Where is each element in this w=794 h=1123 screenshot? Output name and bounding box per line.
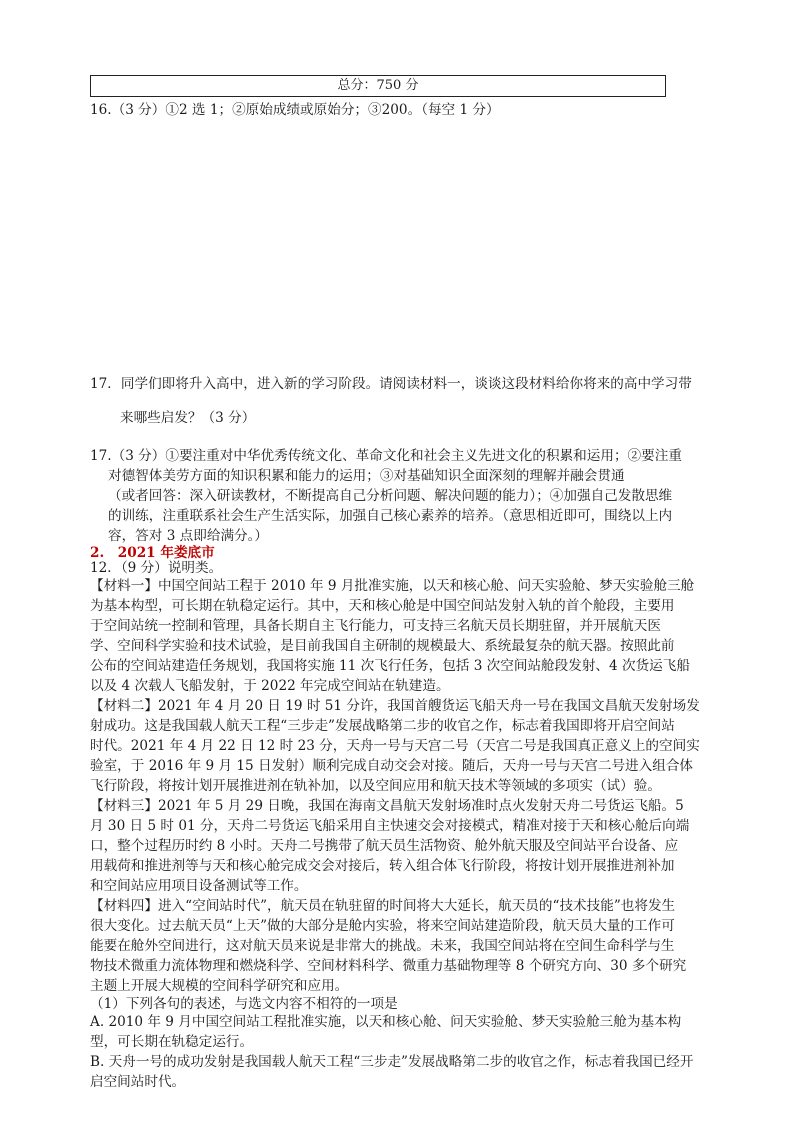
material-3-line-3: 口，整个过程历时约 8 小时。天舟二号携带了航天员生活物资、舱外航天服及空间站平台设备、应 [90,838,679,854]
material-2-line-1: 【材料二】2021 年 4 月 20 日 19 时 51 分许，我国首艘货运飞船天舟一号在我国文昌航天发射场发 [90,698,700,714]
subquestion-1: （1）下列各句的表述，与选文内容不相符的一项是 [90,996,398,1012]
answer-16: 16.（3 分）①2 选 1；②原始成绩或原始分；③200。（每空 1 分） [90,102,500,118]
material-1-line-4: 学、空间科学实验和技术试验，是目前我国自主研制的规模最大、系统最复杂的航天器。按照此前 [90,638,675,654]
material-1-line-2: 为基本构型，可长期在轨稳定运行。其中，天和核心舱是中国空间站发射入轨的首个舱段，主要用 [90,598,675,614]
option-b-line-1: B. 天舟一号的成功发射是我国载人航天工程“三步走”发展战略第二步的收官之作，标志着我国已经开 [90,1054,694,1070]
total-score-box [90,75,666,97]
total-score-text: 总分：750 分 [337,78,419,93]
material-4-line-2: 很大变化。过去航天员“上天”做的大部分是舱内实验，将来空间站建造阶段，航天员大量的工作可 [90,918,675,934]
question-17: 17．同学们即将升入高中，进入新的学习阶段。请阅读材料一，谈谈这段材料给你将来的高中学习带 [90,376,692,392]
material-3-line-2: 月 30 日 5 时 01 分，天舟二号货运飞船采用自主快速交会对接模式，精准对接于天和核心舱后向端 [90,818,690,834]
option-a-line-2: 型，可长期在轨稳定运行。 [90,1034,254,1050]
material-2-line-4: 验室，于 2016 年 9 月 15 日发射）顺利完成自动交会对接。随后，天舟一号与天宫二号进入组合体 [90,758,694,774]
answer-17-line-1: 17.（3 分）①要注重对中华优秀传统文化、革命文化和社会主义先进文化的积累和运用；②要注重 [90,448,682,464]
material-2-line-3: 时代。2021 年 4 月 22 日 12 时 23 分，天舟一号与天宫二号（天宫二号是我国真正意义上的空间实 [90,738,700,754]
material-3-line-1: 【材料三】2021 年 5 月 29 日晚，我国在海南文昌航天发射场准时点火发射天舟二号货运飞船。5 [90,798,684,814]
question-12: 12．（9 分）说明类。 [90,560,223,576]
material-1-line-6: 以及 4 次载人飞船发射，于 2022 年完成空间站在轨建造。 [90,678,450,694]
material-1-line-1: 【材料一】中国空间站工程于 2010 年 9 月批准实施，以天和核心舱、问天实验舱、梦天实验舱三舱 [90,578,695,594]
option-b-line-2: 启空间站时代。 [90,1074,186,1090]
material-4-line-4: 物技术微重力流体物理和燃烧科学、空间材料科学、微重力基础物理等 8 个研究方向、30 多个研究 [90,958,687,974]
material-2-line-2: 射成功。这是我国载人航天工程“三步走”发展战略第二步的收官之作，标志着我国即将开启空间站 [90,718,675,734]
material-3-line-4: 用载荷和推进剂等与天和核心舱完成交会对接后，转入组合体飞行阶段，将按计划开展推进剂补加 [90,858,675,874]
answer-17-line-3: （或者回答：深入研读教材，不断提高自己分析问题、解决问题的能力）；④加强自己发散思维 [108,488,673,504]
material-3-line-5: 和空间站应用项目设备测试等工作。 [90,878,308,894]
material-1-line-5: 公布的空间站建造任务规划，我国将实施 11 次飞行任务，包括 3 次空间站舱段发射、4 次货运飞船 [90,658,690,674]
question-17-cont: 来哪些启发？（3 分） [120,410,256,426]
material-2-line-5: 飞行阶段，将按计划开展推进剂在轨补加，以及空间应用和航天技术等领域的多项实（试）验。 [90,778,661,794]
option-a-line-1: A. 2010 年 9 月中国空间站工程批准实施，以天和核心舱、问天实验舱、梦天实验舱三舱为基本构 [90,1014,682,1030]
answer-17-line-4: 的训练，注重联系社会生产生活实际，加强自己核心素养的培养。（意思相近即可，围绕以上内 [108,508,673,524]
material-4-line-3: 能要在舱外空间进行，这对航天员来说是非常大的挑战。未来，我国空间站将在空间生命科学与生 [90,938,675,954]
answer-17-line-5: 容，答对 3 点即给满分。） [108,528,269,544]
material-1-line-3: 于空间站统一控制和管理，具备长期自主飞行能力，可支持三名航天员长期驻留，并开展航天医 [90,618,661,634]
section-heading: 2. 2021 年娄底市 [90,545,215,561]
material-4-line-1: 【材料四】进入“空间站时代”，航天员在轨驻留的时间将大大延长，航天员的“技术技能”也将发生 [90,898,676,914]
answer-17-line-2: 对德智体美劳方面的知识积累和能力的运用；③对基础知识全面深刻的理解并融会贯通 [108,468,625,484]
material-4-line-5: 主题上开展大规模的空间科学研究和应用。 [90,978,349,994]
